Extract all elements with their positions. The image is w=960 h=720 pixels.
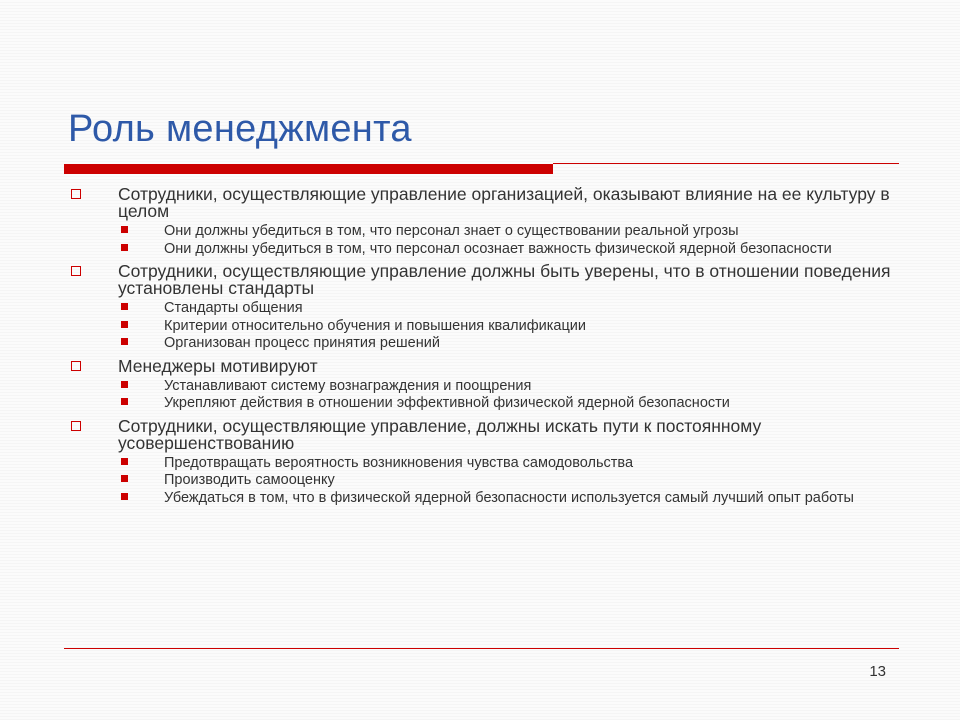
- hollow-square-bullet-icon: [71, 361, 81, 371]
- sub-bullet-list: [68, 456, 898, 507]
- hollow-square-bullet-icon: [71, 421, 81, 431]
- sub-bullet-list: [68, 301, 898, 352]
- filled-square-bullet-icon: [121, 338, 128, 345]
- sub-bullet-text: Устанавливают систему вознаграждения и поощрения: [164, 377, 532, 394]
- sub-bullet-text: Критерии относительно обучения и повышения квалификации: [164, 317, 586, 334]
- bullet-item: [68, 263, 898, 352]
- bullet-item: [68, 186, 898, 257]
- sub-bullet-text: Укрепляют действия в отношении эффективной физической ядерной безопасности: [164, 395, 730, 411]
- filled-square-bullet-icon: [121, 226, 128, 233]
- sub-bullet-text: Они должны убедиться в том, что персонал осознает важность физической ядерной безопасности: [164, 240, 832, 257]
- sub-bullet-text: Предотвращать вероятность возникновения чувства самодовольства: [164, 454, 634, 471]
- sub-bullet-list: [68, 379, 898, 412]
- title-underline-thin: [553, 163, 899, 164]
- slide-title: Роль менеджмента: [68, 108, 412, 150]
- sub-bullet-item: [68, 396, 904, 412]
- sub-bullet-item: [68, 224, 904, 240]
- filled-square-bullet-icon: [121, 321, 128, 328]
- filled-square-bullet-icon: [121, 458, 128, 465]
- bullet-item: [68, 355, 898, 412]
- bullet-text: Менеджеры мотивируют: [118, 355, 318, 376]
- bullet-item: [68, 415, 898, 507]
- filled-square-bullet-icon: [121, 381, 128, 388]
- filled-square-bullet-icon: [121, 475, 128, 482]
- sub-bullet-item: [68, 301, 904, 317]
- hollow-square-bullet-icon: [71, 189, 81, 199]
- sub-bullet-text: Стандарты общения: [164, 300, 303, 316]
- sub-bullet-text: Производить самооценку: [164, 472, 335, 488]
- page-number: 13: [869, 663, 886, 680]
- bullet-text: Сотрудники, осуществляющие управление должны быть уверены, что в отношении поведения установлены стандарты: [118, 261, 891, 298]
- sub-bullet-text: Они должны убедиться в том, что персонал знает о существовании реальной угрозы: [164, 223, 739, 239]
- bullet-text: Сотрудники, осуществляющие управление, должны искать пути к постоянному усовершенствованию: [118, 415, 762, 453]
- sub-bullet-item: [68, 473, 904, 489]
- bullet-list: [68, 186, 898, 508]
- sub-bullet-item: [68, 242, 904, 258]
- filled-square-bullet-icon: [121, 398, 128, 405]
- hollow-square-bullet-icon: [71, 266, 81, 276]
- filled-square-bullet-icon: [121, 493, 128, 500]
- filled-square-bullet-icon: [121, 303, 128, 310]
- sub-bullet-text: Организован процесс принятия решений: [164, 335, 440, 351]
- bullet-text: Сотрудники, осуществляющие управление организацией, оказывают влияние на ее культуру в целом: [118, 184, 890, 221]
- sub-bullet-item: [68, 319, 904, 335]
- footer-divider: [64, 648, 899, 649]
- sub-bullet-text: Убеждаться в том, что в физической ядерной безопасности используется самый лучший опыт работы: [164, 489, 854, 506]
- filled-square-bullet-icon: [121, 244, 128, 251]
- sub-bullet-item: [68, 379, 904, 395]
- sub-bullet-item: [68, 456, 904, 472]
- sub-bullet-item: [68, 491, 904, 507]
- title-underline-thick: [64, 164, 553, 174]
- sub-bullet-item: [68, 336, 904, 352]
- sub-bullet-list: [68, 224, 898, 257]
